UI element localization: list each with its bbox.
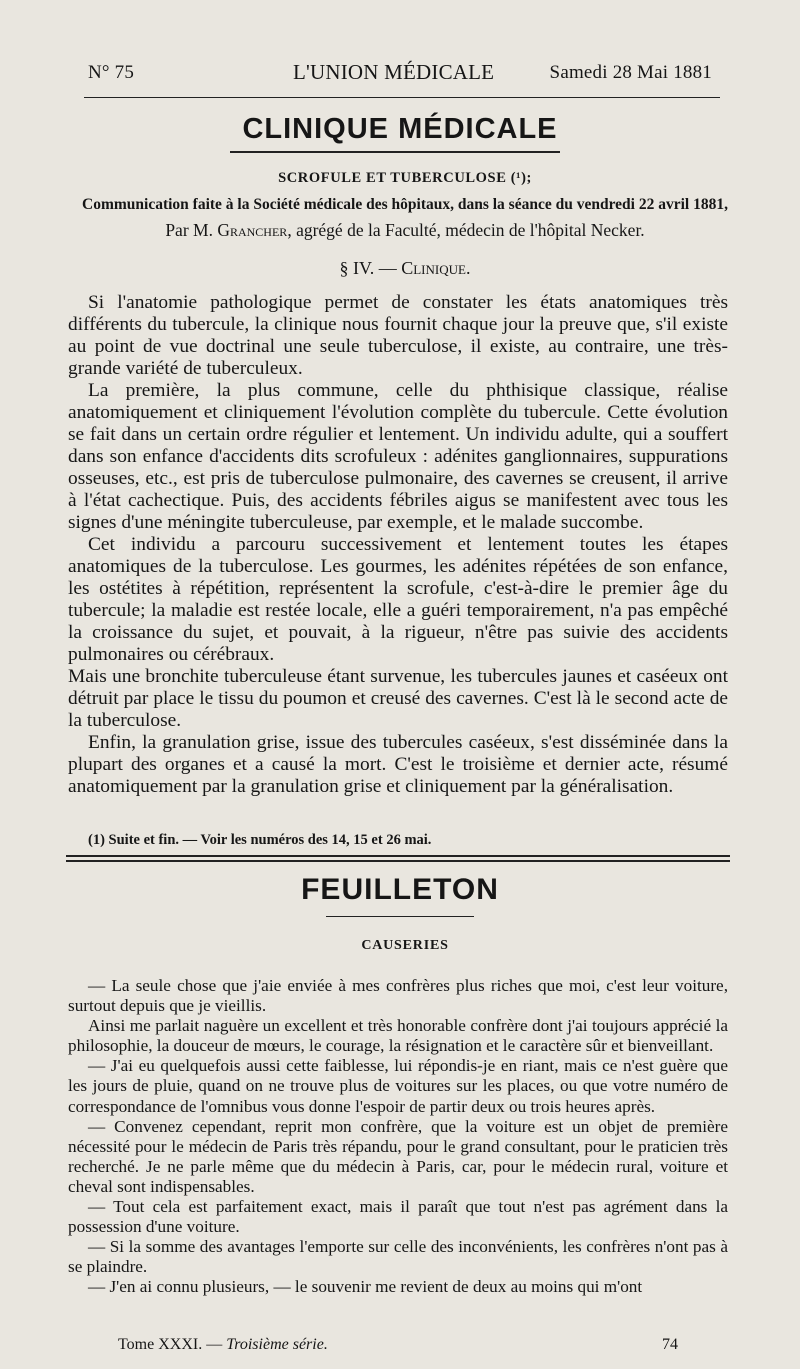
paragraph: Enfin, la granulation grise, issue des tubercules caséeux, s'est disséminée dans la plupart des organes et a causé la mort. C'est le troisième et dernier acte, résumé anatomiquement par la granulation grise et cliniquement par la généralisation.	[68, 732, 728, 797]
paragraph: Ainsi me parlait naguère un excellent et très honorable confrère dont j'ai toujours apprécié la philosophie, la douceur de mœurs, le courage, la résignation et le caractère sûr et bienveillant.	[68, 1016, 728, 1056]
article-subtitle: SCROFULE ET TUBERCULOSE (¹);	[278, 170, 532, 186]
paragraph: — J'ai eu quelquefois aussi cette faiblesse, lui répondis-je en riant, mais ce n'est guère que les jours de pluie, quand on ne trouve plus de voitures sur les places, ou que votre numéro de correspondance de l'omnibus vous donne l'espoir de partir deux ou trois heures après.	[68, 1056, 728, 1116]
paragraph: Si l'anatomie pathologique permet de constater les états anatomiques très différents du tubercule, la clinique nous fournit chaque jour la preuve que, s'il existe au point de vue doctrinal une seule tuberculose, il existe, au contraire, une très-grande variété de tuberculeux.	[68, 292, 728, 379]
page-number: 74	[662, 1336, 678, 1353]
section-heading	[40, 258, 770, 279]
feuilleton-rule-1	[66, 855, 730, 857]
paragraph: — Tout cela est parfaitement exact, mais il paraît que tout n'est pas agrément dans la possession d'une voiture.	[68, 1197, 728, 1237]
section-name: Clinique.	[401, 258, 471, 278]
page-footer	[118, 1336, 678, 1354]
paragraph: — La seule chose que j'aie enviée à mes confrères plus riches que moi, c'est leur voiture, surtout depuis que je vieillis.	[68, 976, 728, 1016]
author-suffix: , agrégé de la Faculté, médecin de l'hôpital Necker.	[287, 220, 645, 240]
issue-number: N° 75	[88, 62, 135, 83]
header-rule	[84, 97, 720, 98]
paragraph: Mais une bronchite tuberculeuse étant survenue, les tubercules jaunes et caséeux ont détruit par place le tissu du poumon et creusé des cavernes. C'est là le second acte de la tuberculose.	[68, 666, 728, 731]
feuilleton-title: FEUILLETON	[301, 873, 499, 906]
paragraph: — Si la somme des avantages l'emporte sur celle des inconvénients, les confrères n'ont pas à se plaindre.	[68, 1237, 728, 1277]
section-number: § IV. —	[339, 258, 397, 278]
footnote: (1) Suite et fin. — Voir les numéros des 14, 15 et 26 mai.	[88, 832, 432, 848]
author-prefix: Par M.	[165, 220, 213, 240]
series-label: Troisième série.	[226, 1336, 328, 1353]
author-name: Grancher	[217, 220, 288, 240]
tome-label: Tome XXXI. —	[118, 1336, 227, 1353]
clinique-body	[68, 292, 728, 798]
feuilleton-subtitle: CAUSERIES	[361, 938, 449, 953]
issue-date: Samedi 28 Mai 1881	[549, 62, 712, 83]
clinique-title: CLINIQUE MÉDICALE	[242, 113, 558, 145]
paragraph: — Convenez cependant, reprit mon confrère, que la voiture est un objet de première nécessité pour le médecin de Paris très répandu, pour le grand consultant, pour le praticien très recherché. Je ne parle même que du médecin à Paris, car, pour le médecin rural, voiture et cheval sont indispensables.	[68, 1116, 728, 1196]
paragraph: Cet individu a parcouru successivement et lentement toutes les étapes anatomiques de la tuberculose. Les gourmes, les adénites répétées de son enfance, les ostétites à répétition, représentent la scrofule, c'est-à-dire le premier âge du tubercule; la maladie est restée locale, elle a guéri temporairement, n'a pas empêché la croissance du sujet, et pouvait, à la rigueur, n'être pas suivie des accidents pulmonaires ou cérébraux.	[68, 534, 728, 665]
page-header	[88, 62, 712, 88]
feuilleton-rule-2	[66, 860, 730, 862]
journal-title: L'UNION MÉDICALE	[293, 60, 495, 84]
communication-line: Communication faite à la Société médicale des hôpitaux, dans la séance du vendredi 22 avril 1881,	[82, 196, 728, 213]
author-line	[40, 220, 770, 241]
feuilleton-body	[68, 976, 728, 1298]
clinique-title-rule	[230, 151, 560, 153]
paragraph: — J'en ai connu plusieurs, — le souvenir me revient de deux au moins qui m'ont	[88, 1277, 643, 1297]
feuilleton-title-rule	[326, 916, 474, 917]
paragraph: La première, la plus commune, celle du phthisique classique, réalise anatomiquement et cliniquement l'évolution complète du tubercule. Cette évolution se fait dans un certain ordre régulier et lentement. Un individu adulte, qui a souffert dans son enfance d'accidents dits scrofuleux : adénites ganglionnaires, suppurations osseuses, etc., est pris de tuberculose pulmonaire, des cavernes se creusent, il arrive à l'état cachectique. Puis, des accidents fébriles aigus se manifestent avec tous les signes d'une méningite tuberculeuse, par exemple, et le malade succombe.	[68, 380, 728, 533]
